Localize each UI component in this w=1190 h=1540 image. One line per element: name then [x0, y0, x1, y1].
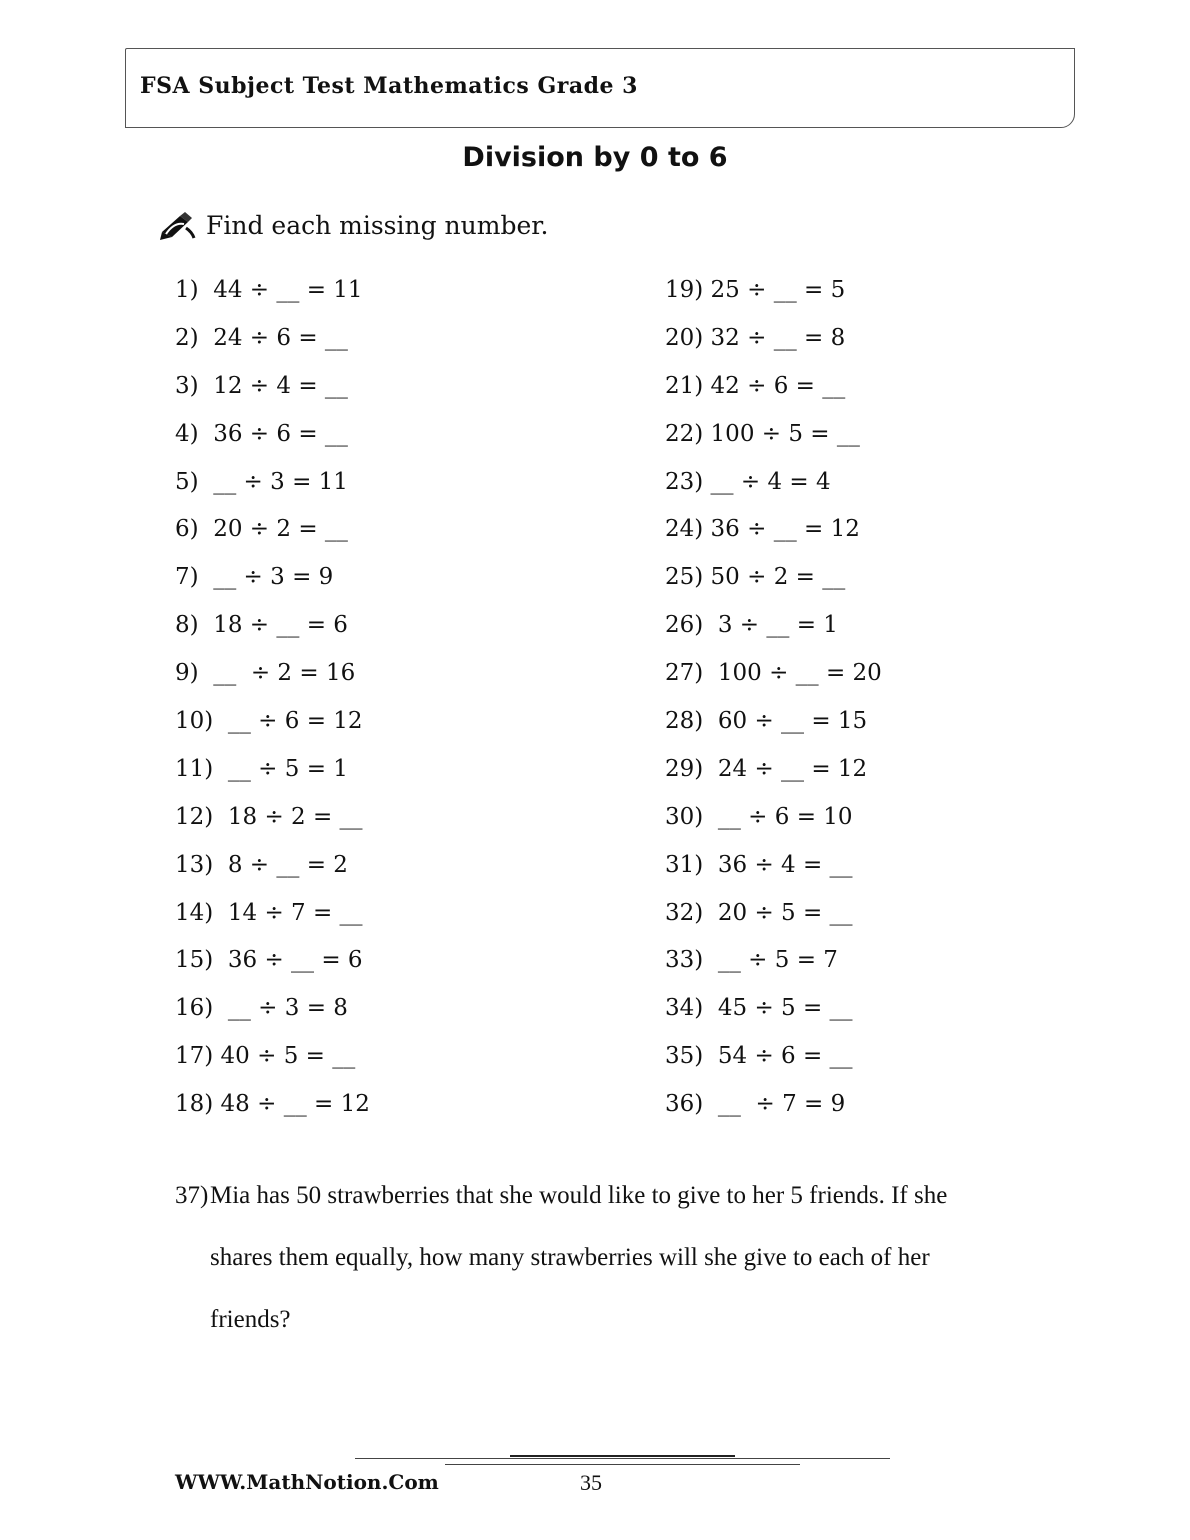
question-item: 33) __ ÷ 5 = 7 [665, 947, 838, 974]
pencil-icon [160, 210, 196, 240]
question-item: 30) __ ÷ 6 = 10 [665, 803, 853, 830]
question-item: 12) 18 ÷ 2 = __ [175, 803, 363, 830]
questions-right-column [665, 270, 882, 1132]
question-item: 8) 18 ÷ __ = 6 [175, 612, 348, 639]
question-item: 28) 60 ÷ __ = 15 [665, 708, 868, 735]
question-item: 14) 14 ÷ 7 = __ [175, 899, 363, 926]
question-item: 31) 36 ÷ 4 = __ [665, 851, 853, 878]
question-item: 3) 12 ÷ 4 = __ [175, 372, 348, 399]
question-item: 21) 42 ÷ 6 = __ [665, 372, 846, 399]
question-item: 24) 36 ÷ __ = 12 [665, 516, 860, 543]
header-title: FSA Subject Test Mathematics Grade 3 [140, 73, 638, 99]
questions-left-column [175, 270, 370, 1132]
header-box [125, 48, 1075, 128]
question-item: 10) __ ÷ 6 = 12 [175, 708, 363, 735]
question-item: 35) 54 ÷ 6 = __ [665, 1043, 853, 1070]
question-item: 16) __ ÷ 3 = 8 [175, 995, 348, 1022]
question-item: 26) 3 ÷ __ = 1 [665, 612, 838, 639]
question-item: 25) 50 ÷ 2 = __ [665, 564, 846, 591]
question-item: 6) 20 ÷ 2 = __ [175, 516, 348, 543]
word-problem-line-1 [175, 1165, 1050, 1227]
question-item: 5) __ ÷ 3 = 11 [175, 468, 348, 495]
word-problem-number: 37) [175, 1182, 209, 1209]
question-item: 9) __ ÷ 2 = 16 [175, 660, 356, 687]
question-item: 1) 44 ÷ __ = 11 [175, 277, 363, 303]
question-item: 32) 20 ÷ 5 = __ [665, 899, 853, 926]
question-item: 34) 45 ÷ 5 = __ [665, 995, 853, 1022]
question-item: 15) 36 ÷ __ = 6 [175, 947, 363, 974]
footer-website: WWW.MathNotion.Com [175, 1470, 439, 1494]
question-item: 36) __ ÷ 7 = 9 [665, 1091, 846, 1118]
question-item: 4) 36 ÷ 6 = __ [175, 420, 348, 447]
question-item: 11) __ ÷ 5 = 1 [175, 755, 348, 782]
question-item: 20) 32 ÷ __ = 8 [665, 324, 846, 351]
question-item: 29) 24 ÷ __ = 12 [665, 755, 868, 782]
question-item: 22) 100 ÷ 5 = __ [665, 420, 860, 447]
question-item: 2) 24 ÷ 6 = __ [175, 324, 348, 351]
question-item: 19) 25 ÷ __ = 5 [665, 277, 846, 303]
instruction [160, 210, 548, 240]
question-item: 27) 100 ÷ __ = 20 [665, 660, 882, 687]
word-problem-text-3: friends? [210, 1306, 291, 1333]
question-item: 13) 8 ÷ __ = 2 [175, 851, 348, 878]
footer-divider [510, 1455, 735, 1457]
instruction-text: Find each missing number. [206, 210, 549, 240]
page-title: Division by 0 to 6 [462, 142, 728, 173]
word-problem-text-2: shares them equally, how many strawberries will she give to each of her [210, 1244, 930, 1271]
question-item: 17) 40 ÷ 5 = __ [175, 1043, 356, 1070]
footer-divider [355, 1458, 890, 1459]
page-number: 35 [580, 1470, 602, 1495]
word-problem [175, 1165, 1050, 1351]
footer-divider [445, 1464, 800, 1465]
question-item: 23) __ ÷ 4 = 4 [665, 468, 831, 495]
question-item: 7) __ ÷ 3 = 9 [175, 564, 334, 591]
question-item: 18) 48 ÷ __ = 12 [175, 1091, 370, 1118]
word-problem-text-1: Mia has 50 strawberries that she would like to give to her 5 friends. If she [210, 1182, 948, 1209]
